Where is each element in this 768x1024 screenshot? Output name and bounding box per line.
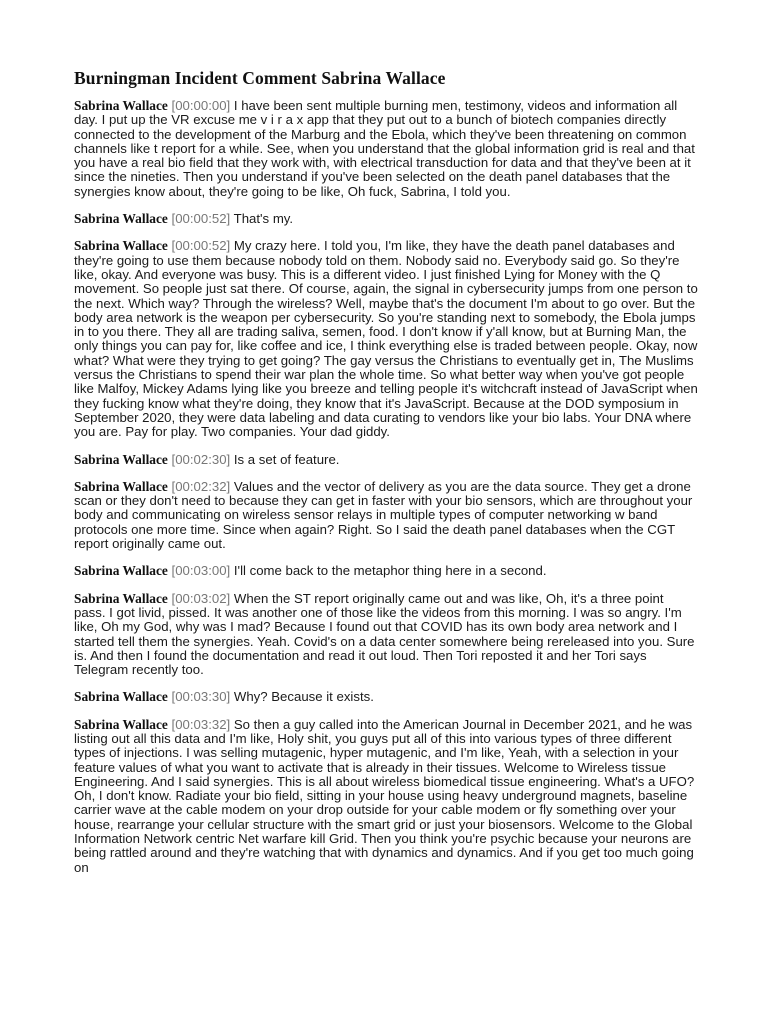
timestamp: [00:03:32]	[171, 716, 231, 732]
speaker-name: Sabrina Wallace	[74, 563, 168, 579]
turn-text: Why? Because it exists.	[233, 689, 374, 705]
turn-text: I have been sent multiple burning men, testimony, videos and information all day. I put up the VR excuse me v i r a x app that they put out to a bunch of biotech companies directly connected to the development of the Marburg and the Ebola, which they've been threatening on common channels like t report for a while. See, when you understand that the global information grid is real and that you have a real bio field that they work with, with electrical transduction for data and that they've been at it since the nineties. Then you understand if you've been selected on the death panel databases that the synergies know about, they're going to be like, Oh fuck, Sabrina, I told you.	[74, 98, 695, 199]
turn-text: So then a guy called into the American Journal in December 2021, and he was listing out all this data and I'm like, Holy shit, you guys put all of this into various types of three different types of injections. I was selling mutagenic, hyper mutagenic, and I'm like, Yeah, with a selection in your feature values of what you want to activate that is already in their tissues. Welcome to Wireless tissue Engineering. And I said synergies. This is all about wireless biomedical tissue engineering. What's a UFO? Oh, I don't know. Radiate your bio field, sitting in your house using heavy underground magnets, baseline carrier wave at the cable modem on your drop outside for your cable modem or fly something over your house, rearrange your cellular structure with the smart grid or just your biosensors. Welcome to the Global Information Network centric Net warfare kill Grid. Then you think you're psychic because your neurons are being rattled around and they're watching that with dynamics and dynamics. And if you get too much going on	[74, 716, 695, 875]
document-page	[74, 68, 698, 888]
transcript-turn	[74, 212, 698, 226]
transcript-turn	[74, 592, 698, 678]
turn-text: When the ST report originally came out and was like, Oh, it's a three point pass. I got livid, pissed. It was another one of those like the videos from this morning. I was so angry. I'm like, Oh my God, why was I mad? Because I found out that COVID has its own body area network and I started tell them the synergies. Yeah. Covid's on a data center somewhere being rereleased into you. Sure is. And then I found the documentation and read it out loud. Then Tori reposted it and her Tori says Telegram recently too.	[74, 590, 695, 678]
transcript-turn	[74, 99, 698, 199]
turn-text: Is a set of feature.	[233, 451, 340, 467]
speaker-name: Sabrina Wallace	[74, 451, 168, 467]
timestamp: [00:00:52]	[171, 238, 231, 254]
timestamp: [00:02:30]	[171, 451, 231, 467]
speaker-name: Sabrina Wallace	[74, 590, 168, 606]
speaker-name: Sabrina Wallace	[74, 689, 168, 705]
turn-text: My crazy here. I told you, I'm like, they have the death panel databases and they're going to use them because nobody told on them. Nobody said no. Everybody said go. So they're like, okay. And everyone was busy. This is a different video. I just finished Lying for Money with the Q movement. So people just sat there. Of course, again, the signal in cybersecurity jumps from one person to the next. Which way? Through the wireless? Well, maybe that's the document I'm about to go over. But the body area network is the weapon per cybersecurity. So you're standing next to somebody, the Ebola jumps in to you there. They all are trading saliva, semen, food. I don't know if y'all know, but at Burning Man, the only things you can pay for, like coffee and ice, I think everything else is traded between people. Okay, now what? What were they trying to get going? The gay versus the Christians to eventually get in, The Muslims versus the Christians to spend their war plan the whole time. So what better way when you've got people like Malfoy, Mickey Adams lying like you breeze and telling people it's witchcraft instead of JavaScript when they fucking know what they're doing, they know that it's JavaScript. Because at the DOD symposium in September 2020, they were data labeling and data curating to vendors like your bio labs. Your DNA where you are. Pay for play. Two companies. Your dad giddy.	[74, 238, 698, 440]
transcript-turn	[74, 718, 698, 875]
turn-text: Values and the vector of delivery as you are the data source. They get a drone scan or they don't need to because they can get in faster with your bio sensors, which are throughout your body and communicating on wireless sensor relays in multiple types of computer networking w band protocols one more time. Since when again? Right. So I said the death panel databases when the CGT report originally came out.	[74, 478, 693, 552]
timestamp: [00:03:02]	[171, 590, 231, 606]
timestamp: [00:03:30]	[171, 689, 231, 705]
document-title: Burningman Incident Comment Sabrina Wallace	[74, 68, 446, 88]
transcript-turn	[74, 690, 698, 704]
transcript-turn	[74, 564, 698, 578]
transcript-turn	[74, 239, 698, 439]
speaker-name: Sabrina Wallace	[74, 98, 168, 113]
transcript-turn	[74, 453, 698, 467]
timestamp: [00:00:52]	[171, 211, 231, 227]
speaker-name: Sabrina Wallace	[74, 716, 168, 732]
turn-text: That's my.	[233, 211, 294, 227]
timestamp: [00:00:00]	[171, 98, 231, 113]
transcript-turn	[74, 480, 698, 551]
speaker-name: Sabrina Wallace	[74, 211, 168, 227]
timestamp: [00:02:32]	[171, 478, 231, 494]
speaker-name: Sabrina Wallace	[74, 478, 168, 494]
turn-text: I'll come back to the metaphor thing here in a second.	[233, 563, 547, 579]
speaker-name: Sabrina Wallace	[74, 238, 168, 254]
timestamp: [00:03:00]	[171, 563, 231, 579]
